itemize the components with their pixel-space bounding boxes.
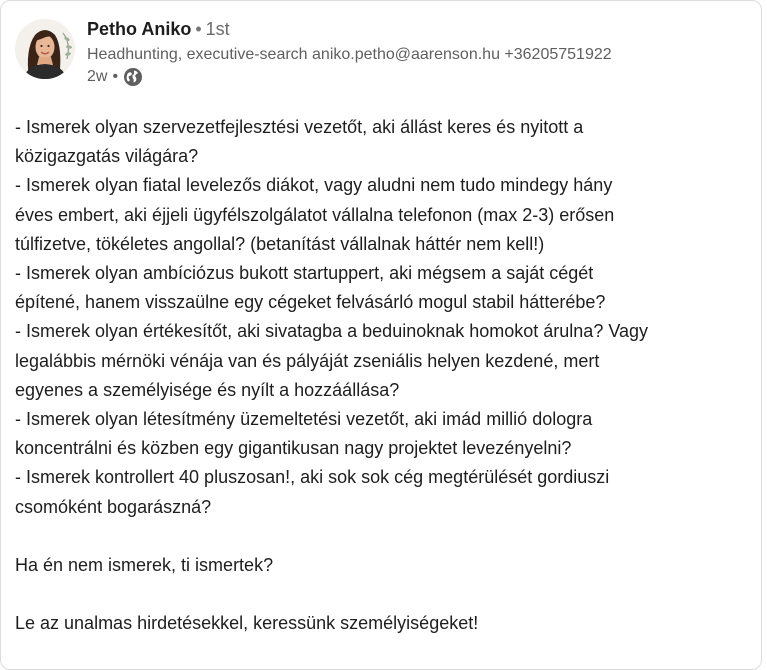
post-body-line: - Ismerek olyan értékesítőt, aki sivatagba a beduinoknak homokot árulna? Vagy bbox=[15, 321, 649, 342]
paragraph-gap bbox=[15, 580, 760, 609]
post-body-line: építené, hanem visszaülne egy cégeket felvásárló mogul stabil hátterébe? bbox=[15, 292, 606, 313]
closing-line: Le az unalmas hirdetésekkel, keressünk személyiségeket! bbox=[15, 613, 479, 634]
post-body-line: közigazgatás világára? bbox=[15, 146, 199, 167]
author-name[interactable]: Petho Aniko bbox=[87, 19, 192, 39]
post-body-line: éves embert, aki éjjeli ügyfélszolgálatot vállalna telefonon (max 2-3) erősen bbox=[15, 204, 615, 225]
post-body bbox=[15, 113, 760, 639]
post-body-line: - Ismerek kontrollert 40 pluszosan!, aki sok sok cég megtérülését gordiuszi bbox=[15, 467, 610, 488]
post-body-line: koncentrálni és közben egy gigantikusan nagy projektet levezényelni? bbox=[15, 438, 572, 459]
avatar-photo bbox=[15, 19, 75, 79]
post-body-line: túlfizetve, tökéletes angollal? (betanítást vállalnak háttér nem kell!) bbox=[15, 233, 545, 254]
post-time[interactable]: 2w bbox=[87, 68, 108, 85]
separator-dot: • bbox=[195, 19, 202, 39]
paragraph-gap bbox=[15, 522, 760, 551]
author-name-row bbox=[87, 17, 761, 41]
closing-question: Ha én nem ismerek, ti ismertek? bbox=[15, 555, 274, 576]
post-meta bbox=[87, 67, 761, 87]
author-headline: Headhunting, executive-search aniko.petho@aarenson.hu +36205751922 bbox=[87, 46, 612, 63]
post-body-line: - Ismerek olyan létesítmény üzemeltetési vezetőt, aki imád millió dologra bbox=[15, 409, 593, 430]
post-body-line: - Ismerek olyan szervezetfejlesztési vezetőt, aki állást keres és nyitott a bbox=[15, 117, 584, 137]
post-body-line: - Ismerek olyan fiatal levelezős diákot, vagy aludni nem tudo mindegy hány bbox=[15, 175, 613, 196]
avatar[interactable] bbox=[15, 19, 75, 79]
post-body-line: - Ismerek olyan ambíciózus bukott startuppert, aki mégsem a saját cégét bbox=[15, 263, 594, 284]
post-header bbox=[15, 17, 761, 97]
globe-icon bbox=[123, 67, 143, 87]
connection-degree: 1st bbox=[205, 19, 230, 39]
post-body-line: egyenes a személyisége és nyílt a hozzáállása? bbox=[15, 379, 400, 400]
author-block bbox=[87, 17, 761, 87]
separator-dot: • bbox=[112, 68, 119, 85]
post-body-line: csomóként bogarászná? bbox=[15, 496, 212, 517]
post-body-line: legalábbis mérnöki vénája van és pályáját zseniális helyen kezdené, mert bbox=[15, 350, 600, 371]
